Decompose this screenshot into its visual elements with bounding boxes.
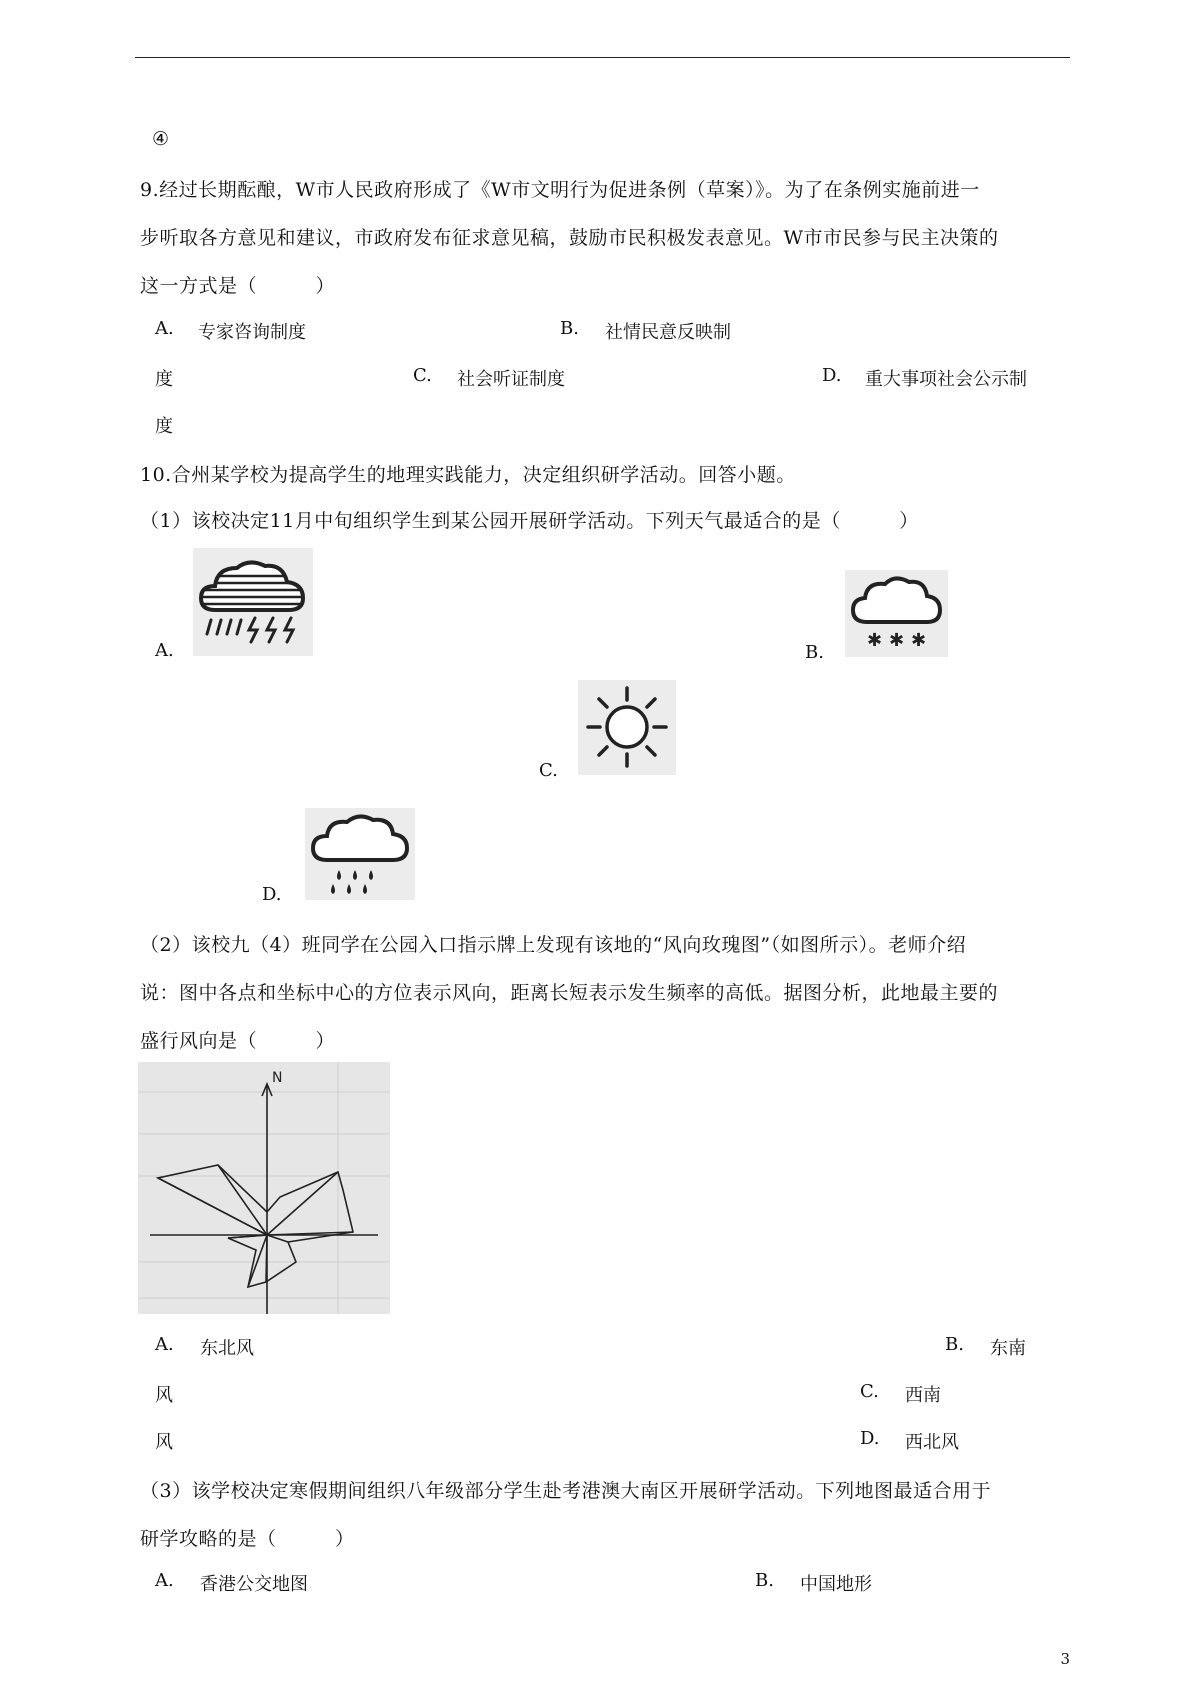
q10-sub1-option-c-letter: C. [539, 760, 558, 781]
q10-sub2-option-a-letter: A. [155, 1334, 174, 1355]
q9-option-d-letter: D. [822, 365, 842, 386]
q9-stem-line2: 步听取各方意见和建议，市政府发布征求意见稿，鼓励市民积极发表意见。W市市民参与民主决策的 [140, 227, 999, 249]
q10-sub3-stem-line2: 研学攻略的是（ ） [140, 1528, 355, 1550]
q9-option-b-letter: B. [560, 318, 579, 339]
rain-icon [305, 808, 415, 900]
q10-sub3-option-b-text: 中国地形 [800, 1574, 872, 1595]
q10-sub3-stem-line1: （3）该学校决定寒假期间组织八年级部分学生赴考港澳大南区开展研学活动。下列地图最适合用于 [140, 1480, 992, 1502]
q9-option-c-letter: C. [413, 365, 432, 386]
q9-stem-line1: 9.经过长期酝酿，W市人民政府形成了《W市文明行为促进条例（草案）》。为了在条例实施前进一 [140, 179, 980, 201]
q10-sub2-option-c-continued: 风 [155, 1432, 173, 1453]
wind-rose-north-label: N [272, 1070, 283, 1086]
q10-sub2-option-a-text: 东北风 [200, 1338, 254, 1359]
svg-text:✱: ✱ [889, 630, 905, 651]
q10-sub2-option-b-continued: 风 [155, 1385, 173, 1406]
q9-option-a-letter: A. [155, 318, 174, 339]
q10-sub2-option-d-letter: D. [860, 1428, 880, 1449]
q9-option-b-continued: 度 [155, 369, 173, 390]
snow-icon [845, 570, 948, 657]
q10-sub2-option-d-text: 西北风 [905, 1432, 959, 1453]
svg-text:✱: ✱ [911, 630, 927, 651]
q9-option-c-text: 社会听证制度 [457, 369, 565, 390]
q10-sub1-stem: （1）该校决定11月中旬组织学生到某公园开展研学活动。下列天气最适合的是（ ） [140, 510, 919, 532]
svg-text:✱: ✱ [867, 630, 883, 651]
q10-sub2-stem-line2: 说：图中各点和坐标中心的方位表示风向，距离长短表示发生频率的高低。据图分析，此地最主要的 [140, 982, 999, 1004]
thunderstorm-icon [193, 548, 313, 656]
q10-sub2-option-b-letter: B. [945, 1334, 964, 1355]
q9-option-d-text: 重大事项社会公示制 [865, 369, 1027, 390]
sun-icon [578, 680, 676, 775]
q10-sub1-option-b-letter: B. [805, 642, 824, 663]
prev-option-label: ④ [152, 128, 170, 150]
wind-rose-figure [138, 1062, 390, 1314]
q9-option-a-text: 专家咨询制度 [198, 322, 306, 343]
q9-option-b-text: 社情民意反映制 [605, 322, 731, 343]
q10-sub1-option-a-letter: A. [155, 640, 174, 661]
q10-sub1-option-d-letter: D. [262, 884, 282, 905]
q9-stem-line3: 这一方式是（ ） [140, 275, 336, 297]
q10-sub3-option-a-text: 香港公交地图 [200, 1574, 308, 1595]
q10-stem: 10.合州某学校为提高学生的地理实践能力，决定组织研学活动。回答小题。 [140, 464, 796, 486]
q10-sub3-option-b-letter: B. [755, 1570, 774, 1591]
q10-sub2-option-c-letter: C. [860, 1381, 879, 1402]
q10-sub2-option-c-text: 西南 [905, 1385, 941, 1406]
q10-sub2-stem-line1: （2）该校九（4）班同学在公园入口指示牌上发现有该地的“风向玫瑰图”（如图所示）。老师介绍 [140, 934, 967, 956]
header-rule [135, 57, 1070, 58]
q10-sub2-option-b-text: 东南 [990, 1338, 1026, 1359]
q9-option-d-continued: 度 [155, 416, 173, 437]
q10-sub3-option-a-letter: A. [155, 1570, 174, 1591]
page-number: 3 [1060, 1650, 1070, 1668]
q10-sub2-stem-line3: 盛行风向是（ ） [140, 1030, 336, 1052]
